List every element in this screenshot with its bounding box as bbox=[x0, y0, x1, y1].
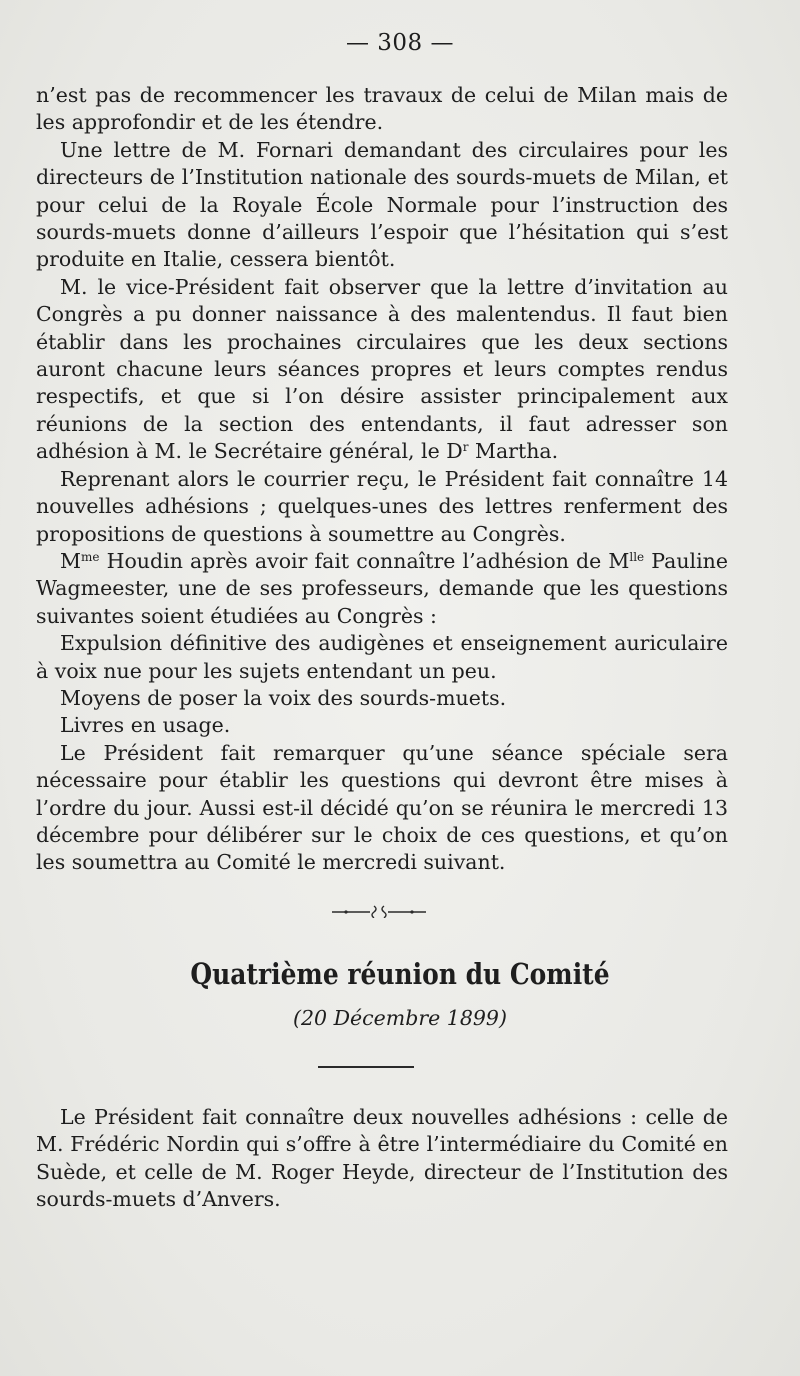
paragraph-question-2: Moyens de poser la voix des sourds-muets. bbox=[60, 685, 507, 710]
body-text-bottom bbox=[36, 1104, 728, 1214]
superscript: r bbox=[462, 440, 469, 455]
paragraph-continuation: n’est pas de recommencer les travaux de celui de Milan mais de les approfondir et de les étendre. bbox=[36, 83, 728, 135]
paragraph-new-adhesions: Le Président fait connaître deux nouvelles adhésions : celle de M. Frédéric Nordin qui s’offre à être l’intermédiaire du Comité en Suède, et celle de M. Roger Heyde, directeur de l’Institution des sourds-muets d’Anvers. bbox=[36, 1105, 728, 1212]
section-title: Quatrième réunion du Comité bbox=[190, 957, 610, 991]
body-text-top bbox=[36, 82, 728, 877]
superscript: lle bbox=[629, 549, 645, 564]
paragraph-fornari-letter: Une lettre de M. Fornari demandant des circulaires pour les directeurs de l’Institution nationale des sourds-muets de Milan, et pour celui de la Royale École Normale pour l’instruction des sourds-muets donne d’ailleurs l’espoir que l’hésitation qui s’est produite en Italie, cessera bientôt. bbox=[36, 137, 728, 272]
paragraph-mail: Reprenant alors le courrier reçu, le Président fait connaître 14 nouvelles adhésions ; quelques-unes des lettres renferment des propositions de questions à soumettre au Congrès. bbox=[36, 466, 728, 546]
paragraph-text: M bbox=[60, 548, 81, 573]
paragraph-text: M. le vice-Président fait observer que la lettre d’invitation au Congrès a pu donner naissance à des malentendus. Il faut bien établir dans les prochaines circulaires que les deux sections auront chacune leurs séances propres et leurs comptes rendus respectifs, et que si l’on désire assister principalement aux réunions de la section des entendants, il faut adresser son adhésion à M. le Secrétaire général, le D bbox=[36, 274, 728, 464]
paragraph-question-3: Livres en usage. bbox=[60, 713, 231, 738]
paragraph-text: Houdin après avoir fait connaître l’adhésion de M bbox=[99, 548, 630, 573]
superscript: me bbox=[81, 549, 100, 564]
section-date: (20 Décembre 1899) bbox=[293, 1006, 507, 1030]
paragraph-text: Pauline Wagmeester, une de ses professeurs, demande que les questions suivantes soient étudiées au Congrès : bbox=[36, 548, 728, 628]
paragraph-text: Martha. bbox=[468, 439, 559, 464]
section-ornament-icon bbox=[330, 902, 428, 918]
paragraph-special-session: Le Président fait remarquer qu’une séance spéciale sera nécessaire pour établir les questions qui devront être mises à l’ordre du jour. Aussi est-il décidé qu’on se réunira le mercredi 13 décembre pour délibérer sur le choix de ces questions, et qu’on les soumettra au Comité le mercredi suivant. bbox=[36, 740, 728, 875]
divider-rule bbox=[318, 1066, 414, 1068]
paragraph-vice-president bbox=[36, 274, 728, 466]
paragraph-houdin bbox=[36, 548, 728, 630]
page-number: — 308 — bbox=[345, 30, 455, 56]
paragraph-question-1: Expulsion définitive des audigènes et enseignement auriculaire à voix nue pour les sujets entendant un peu. bbox=[36, 631, 728, 683]
